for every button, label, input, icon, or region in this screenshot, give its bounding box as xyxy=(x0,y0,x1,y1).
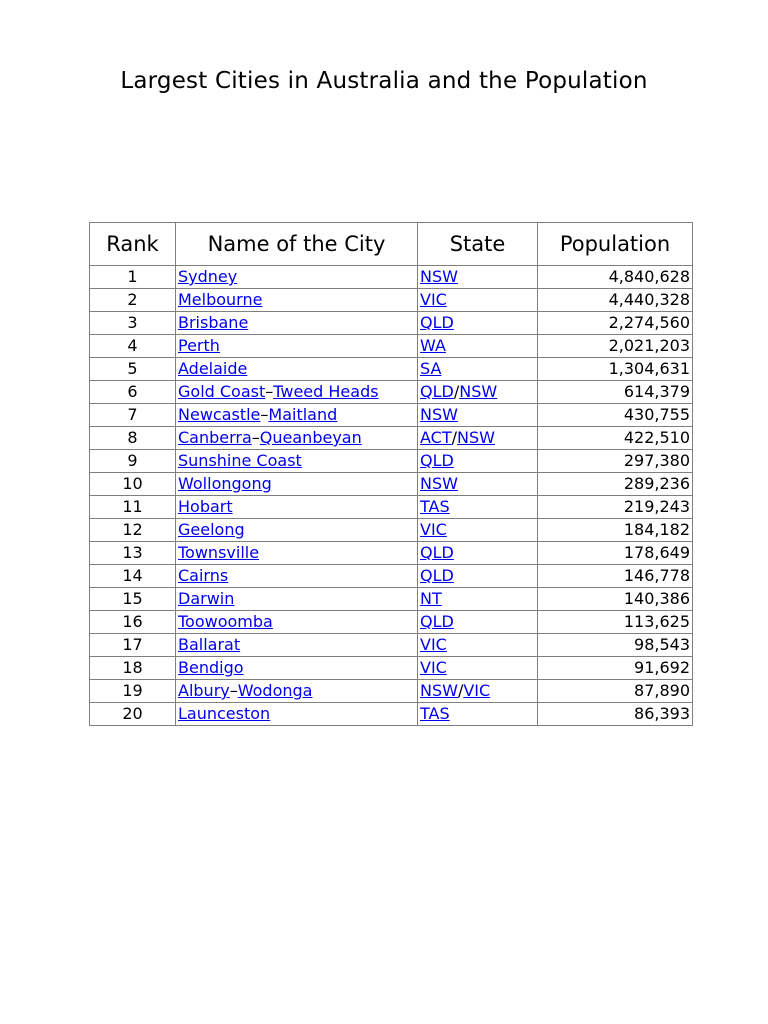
population-cell: 614,379 xyxy=(538,381,693,404)
state-link[interactable]: NSW xyxy=(420,267,458,286)
city-name-cell xyxy=(176,496,418,519)
city-link[interactable]: Toowoomba xyxy=(178,612,273,631)
table-row xyxy=(90,312,693,335)
state-cell xyxy=(418,335,538,358)
separator: – xyxy=(251,428,260,447)
population-cell: 1,304,631 xyxy=(538,358,693,381)
city-link[interactable]: Wodonga xyxy=(237,681,313,700)
population-cell: 422,510 xyxy=(538,427,693,450)
city-link[interactable]: Cairns xyxy=(178,566,229,585)
table-row xyxy=(90,289,693,312)
table-row xyxy=(90,266,693,289)
population-cell: 430,755 xyxy=(538,404,693,427)
city-link[interactable]: Townsville xyxy=(178,543,260,562)
city-link[interactable]: Wollongong xyxy=(178,474,272,493)
state-cell xyxy=(418,358,538,381)
city-name-cell xyxy=(176,519,418,542)
state-link[interactable]: NSW xyxy=(420,474,458,493)
header-population: Population xyxy=(538,223,693,266)
rank-cell: 6 xyxy=(90,381,176,404)
rank-cell: 8 xyxy=(90,427,176,450)
city-link[interactable]: Newcastle xyxy=(178,405,261,424)
state-link[interactable]: QLD xyxy=(420,313,454,332)
table-row xyxy=(90,496,693,519)
city-name-cell xyxy=(176,266,418,289)
city-link[interactable]: Perth xyxy=(178,336,220,355)
rank-cell: 14 xyxy=(90,565,176,588)
rank-cell: 7 xyxy=(90,404,176,427)
state-link[interactable]: VIC xyxy=(420,520,447,539)
state-cell xyxy=(418,473,538,496)
rank-cell: 12 xyxy=(90,519,176,542)
city-link[interactable]: Gold Coast xyxy=(178,382,266,401)
state-link[interactable]: WA xyxy=(420,336,446,355)
separator: – xyxy=(229,681,238,700)
population-cell: 219,243 xyxy=(538,496,693,519)
state-link[interactable]: VIC xyxy=(420,658,447,677)
rank-cell: 20 xyxy=(90,703,176,726)
population-cell: 87,890 xyxy=(538,680,693,703)
rank-cell: 11 xyxy=(90,496,176,519)
state-link[interactable]: QLD xyxy=(420,451,454,470)
population-cell: 289,236 xyxy=(538,473,693,496)
city-link[interactable]: Ballarat xyxy=(178,635,241,654)
state-cell xyxy=(418,519,538,542)
city-link[interactable]: Tweed Heads xyxy=(273,382,379,401)
population-cell: 2,274,560 xyxy=(538,312,693,335)
table-header-row xyxy=(90,223,693,266)
city-link[interactable]: Canberra xyxy=(178,428,252,447)
state-cell xyxy=(418,381,538,404)
city-name-cell xyxy=(176,289,418,312)
state-cell xyxy=(418,427,538,450)
city-name-cell xyxy=(176,611,418,634)
population-cell: 113,625 xyxy=(538,611,693,634)
rank-cell: 2 xyxy=(90,289,176,312)
table-row xyxy=(90,611,693,634)
city-name-cell xyxy=(176,381,418,404)
table-row xyxy=(90,381,693,404)
rank-cell: 3 xyxy=(90,312,176,335)
city-name-cell xyxy=(176,634,418,657)
state-link[interactable]: NSW xyxy=(420,405,458,424)
state-cell xyxy=(418,657,538,680)
state-cell xyxy=(418,588,538,611)
header-city-name: Name of the City xyxy=(176,223,418,266)
city-name-cell xyxy=(176,542,418,565)
population-cell: 91,692 xyxy=(538,657,693,680)
table-row xyxy=(90,542,693,565)
rank-cell: 9 xyxy=(90,450,176,473)
table-row xyxy=(90,680,693,703)
state-cell xyxy=(418,634,538,657)
population-cell: 4,840,628 xyxy=(538,266,693,289)
table-row xyxy=(90,588,693,611)
population-cell: 2,021,203 xyxy=(538,335,693,358)
state-cell xyxy=(418,289,538,312)
rank-cell: 15 xyxy=(90,588,176,611)
rank-cell: 4 xyxy=(90,335,176,358)
table-row xyxy=(90,450,693,473)
state-link[interactable]: TAS xyxy=(420,704,450,723)
city-name-cell xyxy=(176,450,418,473)
city-link[interactable]: Launceston xyxy=(178,704,271,723)
separator: – xyxy=(265,382,274,401)
population-cell: 86,393 xyxy=(538,703,693,726)
table-row xyxy=(90,703,693,726)
city-link[interactable]: Bendigo xyxy=(178,658,244,677)
table-row xyxy=(90,565,693,588)
state-link[interactable]: SA xyxy=(420,359,442,378)
city-link[interactable]: Sunshine Coast xyxy=(178,451,302,470)
state-cell xyxy=(418,266,538,289)
city-link[interactable]: Geelong xyxy=(178,520,245,539)
state-cell xyxy=(418,312,538,335)
table-row xyxy=(90,473,693,496)
header-state: State xyxy=(418,223,538,266)
city-name-cell xyxy=(176,312,418,335)
table-row xyxy=(90,634,693,657)
rank-cell: 17 xyxy=(90,634,176,657)
city-name-cell xyxy=(176,335,418,358)
city-name-cell xyxy=(176,657,418,680)
city-name-cell xyxy=(176,565,418,588)
city-link[interactable]: Hobart xyxy=(178,497,233,516)
state-link[interactable]: TAS xyxy=(420,497,450,516)
state-cell xyxy=(418,703,538,726)
state-cell xyxy=(418,565,538,588)
rank-cell: 13 xyxy=(90,542,176,565)
city-link[interactable]: Darwin xyxy=(178,589,235,608)
state-cell xyxy=(418,611,538,634)
city-name-cell xyxy=(176,358,418,381)
state-link[interactable]: VIC xyxy=(420,290,447,309)
table-row xyxy=(90,335,693,358)
population-cell: 297,380 xyxy=(538,450,693,473)
separator: / xyxy=(457,681,464,700)
separator: / xyxy=(451,428,457,447)
city-name-cell xyxy=(176,680,418,703)
state-link[interactable]: QLD xyxy=(420,566,454,585)
state-link[interactable]: QLD xyxy=(420,382,454,401)
rank-cell: 18 xyxy=(90,657,176,680)
state-link[interactable]: NSW xyxy=(457,428,495,447)
city-name-cell xyxy=(176,427,418,450)
table-row xyxy=(90,404,693,427)
rank-cell: 5 xyxy=(90,358,176,381)
city-name-cell xyxy=(176,473,418,496)
city-link[interactable]: Maitland xyxy=(268,405,338,424)
state-link[interactable]: ACT xyxy=(420,428,452,447)
state-link[interactable]: NSW xyxy=(459,382,498,401)
state-cell xyxy=(418,680,538,703)
rank-cell: 1 xyxy=(90,266,176,289)
cities-table xyxy=(89,222,693,726)
population-cell: 178,649 xyxy=(538,542,693,565)
state-cell xyxy=(418,450,538,473)
state-link[interactable]: QLD xyxy=(420,612,454,631)
state-link[interactable]: NSW xyxy=(420,681,458,700)
state-cell xyxy=(418,542,538,565)
rank-cell: 10 xyxy=(90,473,176,496)
state-cell xyxy=(418,404,538,427)
state-link[interactable]: VIC xyxy=(463,681,491,700)
table-row xyxy=(90,358,693,381)
state-link[interactable]: NT xyxy=(420,589,442,608)
state-link[interactable]: VIC xyxy=(420,635,447,654)
rank-cell: 19 xyxy=(90,680,176,703)
population-cell: 146,778 xyxy=(538,565,693,588)
state-cell xyxy=(418,496,538,519)
population-cell: 184,182 xyxy=(538,519,693,542)
population-cell: 140,386 xyxy=(538,588,693,611)
header-rank: Rank xyxy=(90,223,176,266)
city-link[interactable]: Sydney xyxy=(178,267,238,286)
population-cell: 98,543 xyxy=(538,634,693,657)
city-link[interactable]: Albury xyxy=(178,681,230,700)
city-link[interactable]: Adelaide xyxy=(178,359,248,378)
city-link[interactable]: Queanbeyan xyxy=(259,428,362,447)
city-name-cell xyxy=(176,404,418,427)
table-row xyxy=(90,519,693,542)
rank-cell: 16 xyxy=(90,611,176,634)
separator: / xyxy=(453,382,460,401)
table-body xyxy=(90,266,693,726)
table-row xyxy=(90,657,693,680)
city-name-cell xyxy=(176,588,418,611)
city-link[interactable]: Brisbane xyxy=(178,313,249,332)
state-link[interactable]: QLD xyxy=(420,543,454,562)
table-row xyxy=(90,427,693,450)
page-title: Largest Cities in Australia and the Population xyxy=(120,68,648,94)
separator: – xyxy=(260,405,269,424)
population-cell: 4,440,328 xyxy=(538,289,693,312)
city-link[interactable]: Melbourne xyxy=(178,290,263,309)
city-name-cell xyxy=(176,703,418,726)
